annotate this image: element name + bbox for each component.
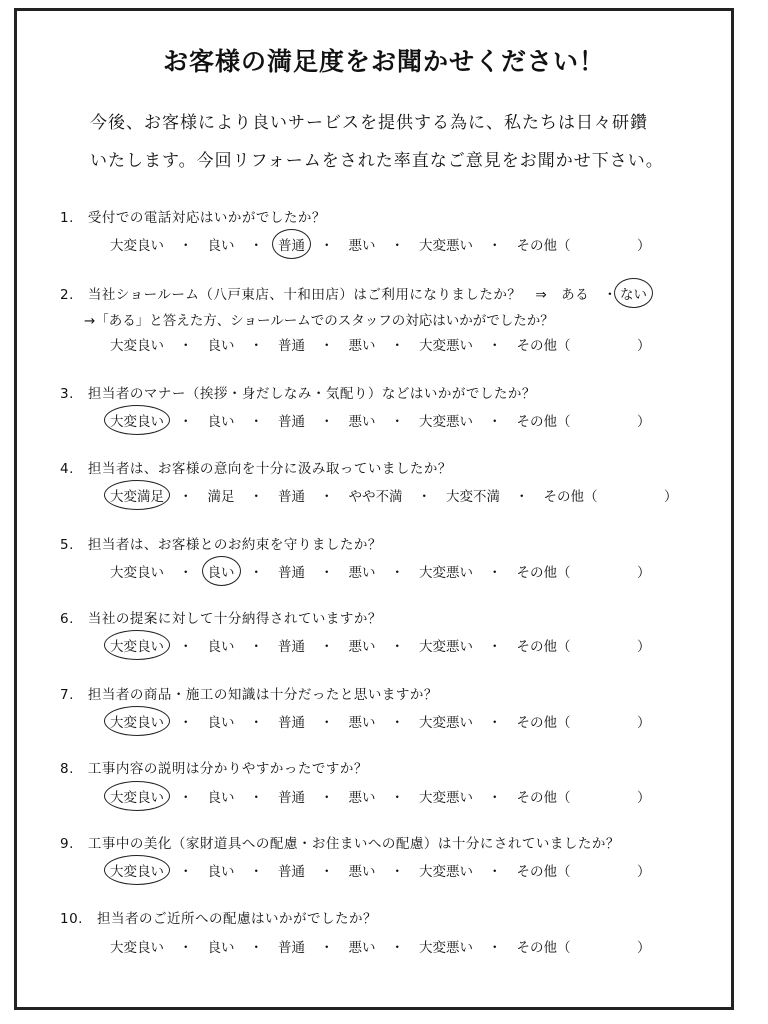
answer-option[interactable]: 大変悪い (419, 790, 473, 806)
question-text (60, 382, 536, 402)
answer-option[interactable]: 悪い (348, 715, 376, 731)
separator-dot: ・ (179, 639, 193, 655)
separator-dot: ・ (249, 338, 263, 354)
answer-option[interactable]: 良い (207, 414, 235, 430)
answer-option[interactable]: 普通 (278, 715, 305, 731)
separator-dot: ・ (390, 639, 404, 655)
question-text (60, 607, 382, 627)
separator-dot: ・ (179, 414, 193, 430)
separator-dot: ・ (249, 639, 263, 655)
question-label: 担当者は、お客様の意向を十分に汲み取っていましたか？ (87, 461, 452, 477)
separator-dot: ・ (488, 864, 502, 880)
answer-option[interactable]: 悪い (348, 790, 376, 806)
question-number: 1. (60, 210, 74, 226)
answer-option[interactable]: 大変満足 (110, 485, 164, 505)
separator-dot: ・ (179, 715, 193, 731)
answer-option[interactable]: 大変悪い (419, 639, 473, 655)
separator-dot: ・ (515, 489, 529, 505)
question-label: 担当者は、お客様とのお約束を守りましたか？ (87, 537, 382, 553)
separator-dot: ・ (320, 489, 334, 505)
answer-options (110, 561, 651, 581)
separator-dot: ・ (249, 864, 263, 880)
separator-dot: ・ (488, 565, 502, 581)
answer-option[interactable]: 大変良い (110, 635, 164, 655)
answer-other[interactable]: その他（ (516, 940, 571, 956)
separator-dot: ・ (390, 940, 404, 956)
question-text (60, 757, 368, 777)
question-text (60, 457, 452, 477)
separator-dot: ・ (179, 489, 193, 505)
question-label: 当社の提案に対して十分納得されていますか？ (87, 611, 382, 627)
separator-dot: ・ (249, 238, 263, 254)
separator-dot: ・ (179, 565, 193, 581)
separator-dot: ・ (320, 639, 334, 655)
separator-dot: ・ (488, 238, 502, 254)
answer-nai[interactable]: ない (620, 283, 647, 303)
separator-dot: ・ (249, 940, 263, 956)
separator-dot: ・ (249, 790, 263, 806)
separator-dot: ・ (390, 790, 404, 806)
answer-option[interactable]: 良い (207, 790, 235, 806)
answer-other[interactable]: その他（ (516, 338, 571, 354)
separator-dot: ・ (179, 864, 193, 880)
answer-other-close: ） (637, 414, 651, 430)
answer-option[interactable]: 大変悪い (419, 414, 473, 430)
answer-option[interactable]: 良い (207, 238, 235, 254)
answer-other-close: ） (637, 338, 651, 354)
answer-option[interactable]: 悪い (348, 864, 376, 880)
separator-dot: ・ (320, 238, 334, 254)
answer-option[interactable]: 普通 (278, 234, 305, 254)
question-text (60, 683, 438, 703)
answer-option[interactable]: 悪い (348, 414, 376, 430)
answer-option[interactable]: 大変良い (110, 565, 164, 581)
answer-option[interactable]: 良い (207, 864, 235, 880)
answer-option[interactable]: 良い (207, 715, 235, 731)
answer-other[interactable]: その他（ (516, 565, 571, 581)
answer-option[interactable]: 大変悪い (419, 864, 473, 880)
question-label: 当社ショールーム（八戸東店、十和田店）はご利用になりましたか？ ⇒ ある ・ (87, 287, 618, 303)
question-label: 工事内容の説明は分かりやすかったですか？ (87, 761, 368, 777)
question-text (60, 283, 617, 303)
answer-option[interactable]: 大変良い (110, 860, 164, 880)
separator-dot: ・ (320, 565, 334, 581)
answer-other-close: ） (637, 639, 651, 655)
question-text (60, 206, 326, 226)
answer-other-close: ） (637, 940, 651, 956)
answer-other[interactable]: その他（ (516, 715, 571, 731)
answer-option[interactable]: 大変良い (110, 940, 164, 956)
question-number: 7. (60, 687, 74, 703)
answer-other[interactable]: その他（ (543, 489, 598, 505)
answer-options (110, 786, 651, 806)
answer-other-close: ） (637, 715, 651, 731)
separator-dot: ・ (179, 338, 193, 354)
question-label: 工事中の美化（家財道具への配慮・お住まいへの配慮）は十分にされていましたか？ (87, 836, 620, 852)
answer-option[interactable]: 大変良い (110, 238, 164, 254)
answer-option[interactable]: 大変良い (110, 786, 164, 806)
separator-dot: ・ (488, 414, 502, 430)
answer-option[interactable]: 悪い (348, 565, 376, 581)
page-title: お客様の満足度をお聞かせください！ (162, 47, 605, 76)
separator-dot: ・ (249, 489, 263, 505)
question-text (60, 533, 382, 553)
separator-dot: ・ (179, 790, 193, 806)
answer-option[interactable]: 普通 (278, 639, 305, 655)
question-text (60, 907, 377, 927)
answer-option[interactable]: 大変悪い (419, 338, 473, 354)
separator-dot: ・ (320, 715, 334, 731)
answer-option[interactable]: 大変悪い (419, 940, 473, 956)
answer-options (110, 334, 651, 354)
answer-option[interactable]: 良い (207, 940, 235, 956)
answer-other-close: ） (637, 864, 651, 880)
answer-option[interactable]: 良い (207, 338, 235, 354)
separator-dot: ・ (320, 338, 334, 354)
answer-option[interactable]: 大変悪い (419, 565, 473, 581)
followup-question: →「ある」と答えた方、ショールームでのスタッフの対応はいかがでしたか？ (84, 313, 554, 329)
answer-option[interactable]: 悪い (348, 639, 376, 655)
answer-option[interactable]: 大変悪い (419, 715, 473, 731)
question-label: 担当者のマナー（挨拶・身だしなみ・気配り）などはいかがでしたか？ (87, 386, 536, 402)
separator-dot: ・ (249, 565, 263, 581)
answer-option[interactable]: 良い (208, 561, 235, 581)
answer-option[interactable]: 悪い (348, 940, 376, 956)
intro-line-1: 今後、お客様により良いサービスを提供する為に、私たちは日々研鑽 (90, 113, 648, 133)
intro-line-2: いたします。今回リフォームをされた率直なご意見をお聞かせ下さい。 (90, 151, 664, 171)
separator-dot: ・ (488, 338, 502, 354)
separator-dot: ・ (179, 238, 193, 254)
separator-dot: ・ (390, 238, 404, 254)
answer-other[interactable]: その他（ (516, 414, 571, 430)
answer-options (110, 860, 651, 880)
answer-option[interactable]: 普通 (278, 565, 305, 581)
question-number: 6. (60, 611, 74, 627)
question-label: 担当者の商品・施工の知識は十分だったと思いますか？ (87, 687, 438, 703)
answer-option[interactable]: 大変良い (110, 338, 164, 354)
question-number: 2. (60, 287, 74, 303)
question-label: 受付での電話対応はいかがでしたか？ (87, 210, 326, 226)
answer-other[interactable]: その他（ (516, 639, 571, 655)
separator-dot: ・ (488, 790, 502, 806)
question-number: 8. (60, 761, 74, 777)
answer-options (110, 234, 651, 254)
answer-other-close: ） (637, 238, 651, 254)
answer-options (110, 635, 651, 655)
separator-dot: ・ (417, 489, 431, 505)
question-number: 9. (60, 836, 74, 852)
separator-dot: ・ (488, 715, 502, 731)
separator-dot: ・ (390, 864, 404, 880)
answer-option[interactable]: 大変悪い (419, 238, 473, 254)
question-number: 5. (60, 537, 74, 553)
separator-dot: ・ (320, 790, 334, 806)
answer-other[interactable]: その他（ (516, 790, 571, 806)
separator-dot: ・ (179, 940, 193, 956)
answer-option[interactable]: 悪い (348, 238, 376, 254)
answer-option[interactable]: 普通 (278, 940, 305, 956)
answer-option[interactable]: 満足 (207, 489, 235, 505)
answer-other-close: ） (664, 489, 678, 505)
answer-options (110, 410, 651, 430)
separator-dot: ・ (390, 565, 404, 581)
answer-option[interactable]: 普通 (278, 414, 305, 430)
answer-other-close: ） (637, 565, 651, 581)
answer-option[interactable]: やや不満 (348, 489, 403, 505)
separator-dot: ・ (390, 715, 404, 731)
separator-dot: ・ (249, 414, 263, 430)
answer-option[interactable]: 大変良い (110, 410, 164, 430)
answer-other[interactable]: その他（ (516, 238, 571, 254)
answer-option[interactable]: 大変良い (110, 711, 164, 731)
answer-option[interactable]: 普通 (278, 489, 305, 505)
separator-dot: ・ (320, 864, 334, 880)
separator-dot: ・ (390, 414, 404, 430)
answer-options (110, 936, 651, 956)
separator-dot: ・ (390, 338, 404, 354)
question-number: 4. (60, 461, 74, 477)
answer-option[interactable]: 普通 (278, 864, 305, 880)
question-text (60, 832, 620, 852)
separator-dot: ・ (249, 715, 263, 731)
question-label: 担当者のご近所への配慮はいかがでしたか？ (96, 911, 377, 927)
question-number: 10. (60, 911, 83, 927)
answer-option[interactable]: 良い (207, 639, 235, 655)
separator-dot: ・ (320, 414, 334, 430)
answer-option[interactable]: 普通 (278, 338, 305, 354)
answer-options (110, 711, 651, 731)
answer-options (110, 485, 678, 505)
answer-other[interactable]: その他（ (516, 864, 571, 880)
answer-option[interactable]: 悪い (348, 338, 376, 354)
separator-dot: ・ (488, 940, 502, 956)
answer-option[interactable]: 普通 (278, 790, 305, 806)
question-number: 3. (60, 386, 74, 402)
answer-option[interactable]: 大変不満 (446, 489, 500, 505)
separator-dot: ・ (320, 940, 334, 956)
answer-other-close: ） (637, 790, 651, 806)
separator-dot: ・ (488, 639, 502, 655)
